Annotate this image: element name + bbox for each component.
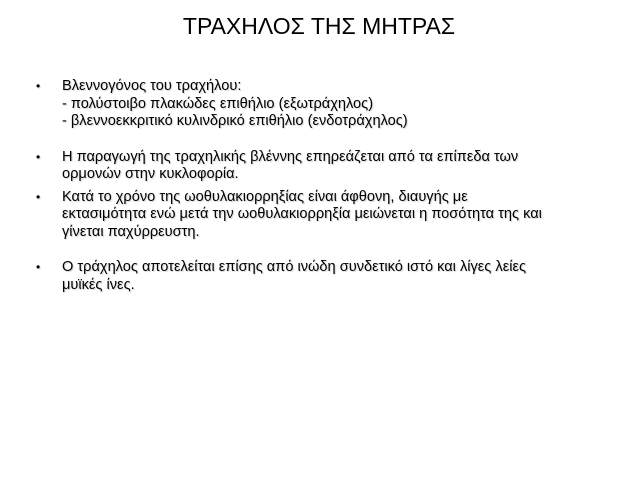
- bullet-item: [36, 78, 596, 131]
- bullet-line: μυϊκές ίνες.: [62, 276, 135, 293]
- bullet-line: Βλεννογόνος του τραχήλου:: [62, 78, 242, 94]
- bullet-line: - βλεννοεκκριτικό κυλινδρικό επιθήλιο (ενδοτράχηλος): [62, 113, 408, 129]
- bullet-line: ορμονών στην κυκλοφορία.: [62, 166, 239, 182]
- bullet-line: Η παραγωγή της τραχηλικής βλέννης επηρεάζεται από τα επίπεδα των: [62, 148, 519, 165]
- bullet-dot-icon: •: [36, 260, 41, 274]
- bullet-line: Κατά το χρόνο της ωοθυλακιορρηξίας είναι άφθονη, διαυγής με: [62, 188, 468, 205]
- bullet-line: - πολύστοιβο πλακώδες επιθήλιο (εξωτράχηλος): [62, 95, 374, 112]
- bullet-item: [36, 149, 596, 184]
- bullet-line: εκτασιμότητα ενώ μετά την ωοθυλακιορρηξία μειώνεται η ποσότητα της και: [62, 206, 542, 222]
- bullet-list: [36, 78, 596, 294]
- bullet-item: [36, 189, 596, 242]
- slide-title: ΤΡΑΧΗΛΟΣ ΤΗΣ ΜΗΤΡΑΣ: [182, 13, 456, 39]
- bullet-dot-icon: •: [36, 149, 41, 164]
- bullet-line: Ο τράχηλος αποτελείται επίσης από ινώδη συνδετικό ιστό και λίγες λείες: [62, 259, 526, 275]
- bullet-dot-icon: •: [36, 79, 41, 93]
- bullet-dot-icon: •: [36, 189, 41, 204]
- bullet-item: [36, 259, 596, 294]
- bullet-line: γίνεται παχύρρευστη.: [62, 223, 200, 240]
